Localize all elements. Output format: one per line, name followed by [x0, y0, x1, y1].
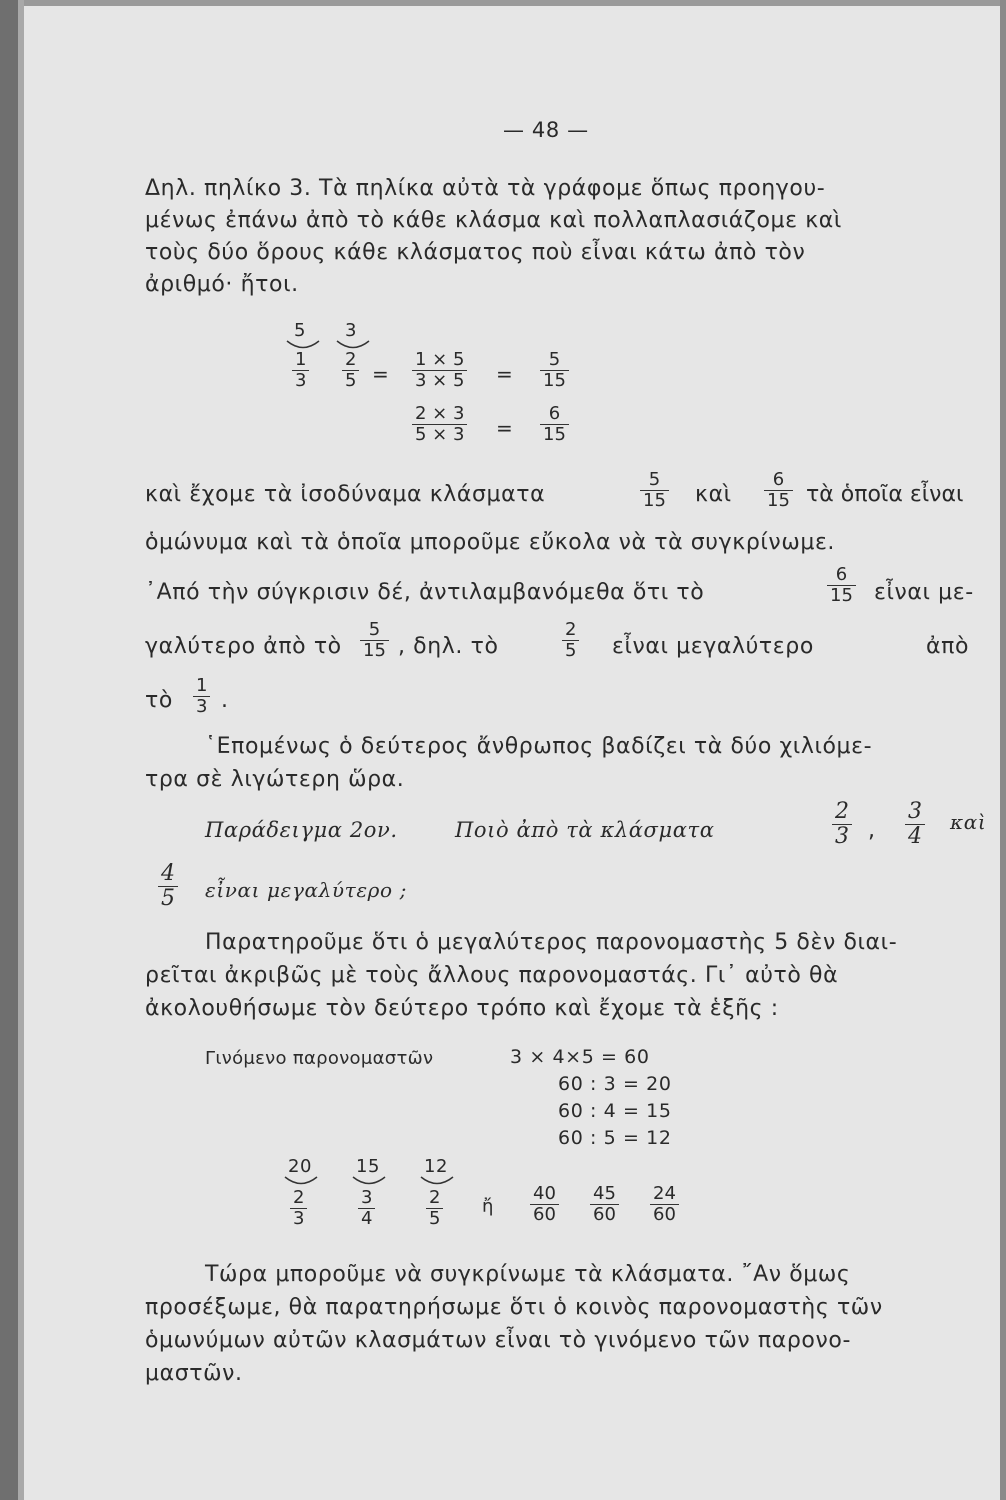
fraction-2-3-b: $\frac{2}{3}$ [290, 1188, 307, 1229]
example-question: Ποιὸ ἀπὸ τὰ κλάσματα [455, 818, 715, 842]
fraction-5-15-b: $\frac{5}{15}$ [360, 620, 389, 661]
para3-line2: τρα σὲ λιγώτερη ὥρα. [145, 767, 405, 792]
para5-line4: μαστῶν. [145, 1361, 243, 1386]
para1-line4: ἀριθμό· ἤτοι. [145, 272, 299, 297]
page-top-edge [0, 0, 1006, 6]
fraction-4-5: $\frac{4}{5}$ [158, 862, 178, 911]
para5-line3: ὁμωνύμων αὐτῶν κλασμάτων εἶναι τὸ γινόμενο τῶν παρονο- [145, 1328, 851, 1353]
multiplier-3: 3 [345, 320, 358, 341]
fraction-1-3-b: $\frac{1}{3}$ [193, 676, 210, 717]
result-fraction-5-15: $\frac{5}{15}$ [540, 350, 569, 391]
para4-line3: ἀκολουθήσωμε τὸν δεύτερο τρόπο καὶ ἔχομε τὰ ἑξῆς : [145, 996, 779, 1021]
para1-line2: μένως ἐπάνω ἀπὸ τὸ κάθε κλάσμα καὶ πολλαπλασιάζομε καὶ [145, 208, 842, 233]
equals-sign: = [496, 416, 513, 440]
page-number: — 48 — [503, 118, 589, 142]
para2-line4-c: εἶναι μεγαλύτερο [612, 634, 814, 659]
fraction-2-5: $\frac{2}{5}$ [562, 620, 579, 661]
para2-line3-a: ᾿Από τὴν σύγκρισιν δέ, ἀντιλαμβανόμεθα ὅτι τὸ [145, 580, 705, 605]
fraction-3-4: $\frac{3}{4}$ [905, 800, 925, 849]
para2-line1-b: καὶ [695, 482, 732, 507]
multiplier-15: 15 [356, 1156, 381, 1177]
para1-line1: Δηλ. πηλίκο 3. Τὰ πηλίκα αὐτὰ τὰ γράφομε ὅπως προηγου- [145, 176, 826, 201]
para2-line4-a: γαλύτερο ἀπὸ τὸ [145, 634, 342, 659]
example-tail: εἶναι μεγαλύτερο ; [205, 878, 407, 902]
para2-line5-a: τὸ [145, 688, 173, 713]
equals-sign: = [372, 362, 389, 386]
result-fraction-6-15: $\frac{6}{15}$ [540, 404, 569, 445]
fraction-40-60: $\frac{40}{60}$ [530, 1184, 559, 1225]
fraction-6-15-b: $\frac{6}{15}$ [827, 565, 856, 606]
para2-line3-b: εἶναι με- [874, 580, 974, 605]
brace-under-12 [420, 1176, 454, 1186]
fraction-3-4-b: $\frac{3}{4}$ [358, 1188, 375, 1229]
para2-line2: ὁμώνυμα καὶ τὰ ὁποῖα μποροῦμε εὔκολα νὰ τὰ συγκρίνωμε. [145, 530, 836, 555]
example-label: Παράδειγμα 2ον. [205, 818, 398, 842]
multiplier-12: 12 [424, 1156, 449, 1177]
para2-line4-b: , δηλ. τὸ [398, 634, 499, 659]
para1-line3: τοὺς δύο ὅρους κάθε κλάσματος ποὺ εἶναι κάτω ἀπὸ τὸν [145, 240, 806, 265]
multiplier-20: 20 [288, 1156, 313, 1177]
fraction-45-60: $\frac{45}{60}$ [590, 1184, 619, 1225]
multiplier-5: 5 [294, 320, 307, 341]
product-fraction-1: $\frac{1 \times 5}{3 \times 5}$ [412, 350, 467, 391]
example-comma: , [868, 818, 876, 843]
fraction-6-15: $\frac{6}{15}$ [764, 470, 793, 511]
para5-line2: προσέξωμε, θὰ παρατηρήσωμε ὅτι ὁ κοινὸς παρονομαστὴς τῶν [145, 1295, 883, 1320]
fraction-24-60: $\frac{24}{60}$ [650, 1184, 679, 1225]
para4-line1: Παρατηροῦμε ὅτι ὁ μεγαλύτερος παρονομαστὴς 5 δὲν διαι- [205, 930, 898, 955]
para2-line4-d: ἀπὸ [926, 634, 970, 659]
page-right-edge [1000, 0, 1006, 1500]
para2-line1-a: καὶ ἔχομε τὰ ἰσοδύναμα κλάσματα [145, 482, 546, 507]
page-binding-shadow [0, 0, 18, 1500]
calc-line-4: 60 : 5 = 12 [558, 1127, 672, 1149]
brace-under-15 [352, 1176, 386, 1186]
para3-line1: ῾Επομένως ὁ δεύτερος ἄνθρωπος βαδίζει τὰ δύο χιλιόμε- [205, 734, 873, 759]
calc-line-3: 60 : 4 = 15 [558, 1100, 672, 1122]
example-and: καὶ [950, 810, 987, 834]
or-word: ἤ [482, 1196, 495, 1217]
brace-under-20 [284, 1176, 318, 1186]
product-fraction-2: $\frac{2 \times 3}{5 \times 3}$ [412, 404, 467, 445]
fraction-2-3: $\frac{2}{3}$ [832, 800, 852, 849]
para2-line1-c: τὰ ὁποῖα εἶναι [806, 482, 964, 507]
fraction-1-3: $\frac{1}{3}$ [292, 350, 309, 391]
para4-line2: ρεῖται ἀκριβῶς μὲ τοὺς ἄλλους παρονομαστάς. Γι᾿ αὐτὸ θὰ [145, 963, 839, 988]
calc-line-1: 3 × 4×5 = 60 [510, 1046, 650, 1068]
fraction-2-5-b: $\frac{2}{5}$ [426, 1188, 443, 1229]
page-binding-edge [18, 0, 24, 1500]
para2-line5-b: . [221, 688, 229, 713]
equals-sign: = [496, 362, 513, 386]
fraction-2-5: $\frac{2}{5}$ [342, 350, 359, 391]
calc-label: Γινόμενο παρονομαστῶν [205, 1048, 434, 1069]
para5-line1: Τώρα μποροῦμε νὰ συγκρίνωμε τὰ κλάσματα. ῎Αν ὅμως [205, 1262, 851, 1287]
fraction-5-15: $\frac{5}{15}$ [640, 470, 669, 511]
calc-line-2: 60 : 3 = 20 [558, 1073, 672, 1095]
